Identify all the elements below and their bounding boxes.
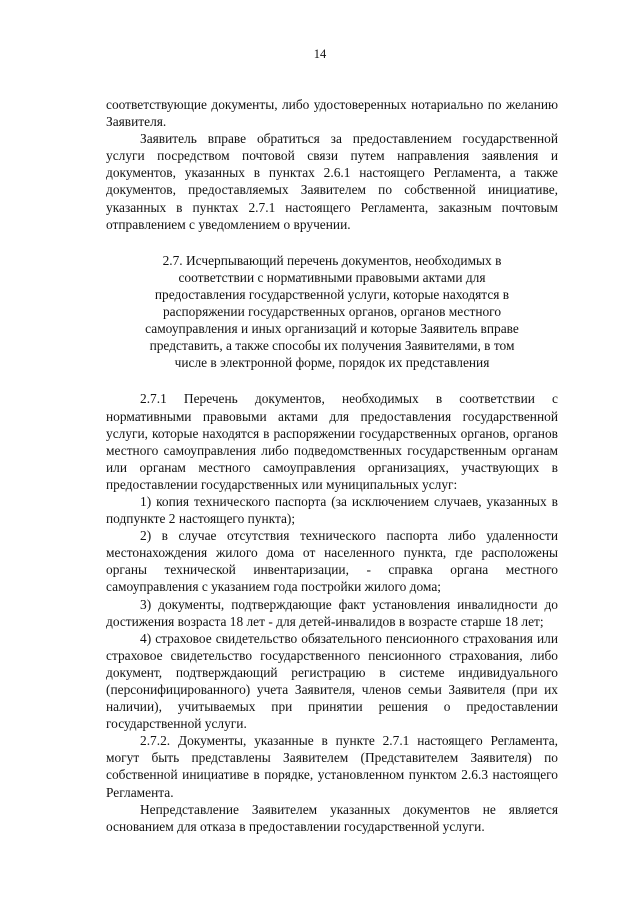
list-item-2: 2) в случае отсутствия технического паспорта либо удаленности местонахождения жилого дома от населенного пункта, где расположены органы технической инвентаризации, - справка органа местного самоуправления с указанием года постройки жилого дома; (106, 528, 558, 595)
list-item-1: 1) копия технического паспорта (за исключением случаев, указанных в подпункте 2 настоящего пункта); (106, 493, 558, 527)
document-body (106, 96, 558, 835)
clause-2-7-2: 2.7.2. Документы, указанные в пункте 2.7.1 настоящего Регламента, могут быть представлены Заявителем (Представителем Заявителя) по собственной инициативе в порядке, установленном пунктом 2.6.3 настоящего Регламента. (106, 733, 558, 800)
list-item-4: 4) страховое свидетельство обязательного пенсионного страхования или страховое свидетельство государственного пенсионного страхования, либо документ, подтверждающий регистрацию в системе индивидуального (персонифицированного) учета Заявителя, членов семьи Заявителя (при их наличии), учитываемых при принятии решения о предоставлении государственной услуги. (106, 630, 558, 732)
continuation-paragraph: соответствующие документы, либо удостоверенных нотариально по желанию Заявителя. (106, 97, 558, 130)
section-heading-2-7: 2.7. Исчерпывающий перечень документов, необходимых в соответствии с нормативными правовыми актами для предоставления государственной услуги, которые находятся в распоряжении государственных органов, органов местного самоуправления и иных организаций и которые Заявитель вправе представить, а также способы их получения Заявителями, в том числе в электронной форме, порядок их представления (145, 252, 519, 371)
closing-paragraph: Непредставление Заявителем указанных документов не является основанием для отказа в предоставлении государственной услуги. (106, 801, 558, 834)
page-number: 14 (313, 47, 327, 61)
postal-submission-paragraph: Заявитель вправе обратиться за предоставлением государственной услуги посредством почтовой связи путем направления заявления и документов, указанных в пунктах 2.6.1 настоящего Регламента, а также документов, предоставляемых Заявителем по собственной инициативе, указанных в пунктах 2.7.1 настоящего Регламента, заказным почтовым отправлением с уведомлением о вручении. (106, 131, 558, 232)
clause-2-7-1: 2.7.1 Перечень документов, необходимых в соответствии с нормативными правовыми актами для предоставления государственной услуги, которые находятся в распоряжении государственных органов, органов местного самоуправления либо подведомственных государственным органам или органам местного самоуправления организациях, участвующих в предоставлении государственных или муниципальных услуг: (106, 391, 558, 492)
list-item-3: 3) документы, подтверждающие факт установления инвалидности до достижения возраста 18 лет - для детей-инвалидов в возрасте старше 18 лет; (106, 596, 558, 629)
